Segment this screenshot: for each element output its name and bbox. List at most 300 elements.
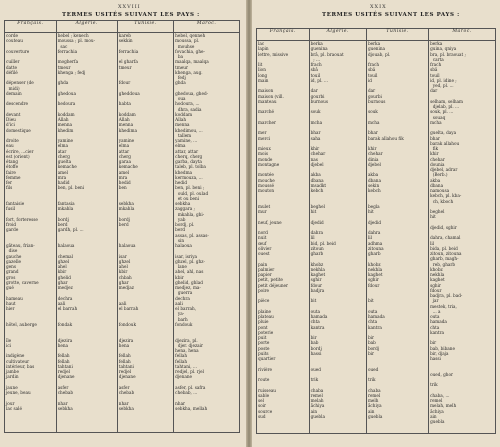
- term-entry: ferrachia: [118, 48, 139, 54]
- term-entry: kareb: [118, 33, 131, 38]
- term-entry: dahra, chamal: [430, 235, 461, 241]
- term-entry: hit: [430, 214, 436, 220]
- term-entry: ãchiya: [430, 408, 444, 414]
- term-entry: dhra, sadia: [175, 106, 202, 112]
- term-entry: zaggara ;: [175, 206, 195, 212]
- term-entry: ghzel, pl. ghz-: [175, 258, 205, 264]
- term-entry: fdour: [430, 287, 442, 293]
- term-entry: attar: [118, 148, 130, 154]
- term-entry: frach: [310, 62, 322, 67]
- term-entry: nord: [258, 230, 268, 235]
- term-entry: oued, ghor: [430, 371, 454, 377]
- term-entry: sebkha: [57, 405, 73, 411]
- term-entry: écrire, ...cier: [6, 148, 34, 154]
- term-entry: kebch: [367, 188, 381, 193]
- term-entry: fellah: [57, 358, 70, 364]
- term-entry: ould, pl. oulad: [175, 190, 209, 196]
- term-entry: djedid: [367, 219, 382, 225]
- term-entry: sebkha, mellah: [175, 405, 208, 411]
- term-entry: pluie: [258, 319, 269, 325]
- term-entry: sebkha: [118, 405, 134, 411]
- term-entry: chebab: [118, 390, 135, 395]
- term-entry: bir: [367, 335, 374, 340]
- term-entry: lane: [175, 264, 187, 269]
- term-entry: hena: [57, 342, 69, 348]
- term-entry: nuit: [258, 235, 267, 241]
- term-entry: jour: [6, 400, 15, 406]
- term-entry: trik: [310, 377, 319, 382]
- column-header-algerie: Algérie.: [309, 29, 366, 41]
- term-entry: yab: [175, 216, 186, 222]
- term-entry: chebab, ...: [175, 390, 198, 395]
- term-entry: elma: [118, 143, 130, 149]
- term-entry: source: [258, 408, 273, 414]
- term-entry: kantra: [430, 329, 444, 335]
- term-entry: mkahla: [57, 206, 74, 212]
- term-entry: tmeur: [57, 64, 71, 70]
- term-entry: cherg: [57, 153, 70, 159]
- term-entry: chehar: [430, 156, 445, 162]
- term-entry: id, pl. idine ;: [430, 77, 457, 83]
- right-page: [252, 0, 500, 447]
- term-entry: remel: [310, 392, 323, 398]
- term-entry: cuiller: [6, 59, 20, 65]
- term-entry: redjel, pl. rjel: [175, 369, 204, 374]
- term-entry: Allah: [57, 117, 69, 122]
- term-entry: halaoua: [175, 243, 192, 248]
- term-entry: menna: [118, 122, 134, 128]
- term-entry: berd: [118, 222, 129, 227]
- term-entry: saha: [310, 135, 321, 141]
- term-entry: pont: [258, 324, 268, 330]
- term-entry: dbana: [310, 177, 324, 183]
- term-entry: gué: [6, 285, 14, 290]
- term-entry: medjaz: [118, 285, 134, 290]
- term-entry: gourbi: [310, 93, 325, 99]
- term-entry: guerra: [175, 290, 193, 296]
- term-entry: ahel: [57, 264, 67, 269]
- term-entry: burnous: [310, 98, 329, 104]
- term-entry: carta: [430, 56, 444, 62]
- term-entry: asfer, pl. safra: [175, 384, 206, 390]
- term-entry: ghedoua, ghed-: [175, 90, 209, 96]
- term-entry: chaba, ...: [430, 392, 450, 398]
- term-entry: dahra: [310, 230, 323, 235]
- term-entry: burnous: [367, 98, 386, 104]
- term-entry: plaine: [258, 308, 272, 314]
- term-entry: dar: [430, 88, 438, 94]
- term-entry: datte: [6, 64, 18, 70]
- term-entry: puits: [258, 350, 269, 356]
- term-entry: zitouna: [367, 245, 384, 251]
- term-entry: khedim: [57, 127, 74, 133]
- term-entry: kantra: [310, 324, 325, 330]
- term-entry: fellah: [118, 353, 131, 359]
- term-entry: tahtani: [118, 363, 134, 369]
- term-entry: mieux: [258, 146, 271, 151]
- term-entry: tahtani, ...: [175, 363, 197, 369]
- term-entry: khedma: [175, 169, 193, 175]
- term-entry: demain: [6, 90, 22, 96]
- term-entry: mulet: [258, 203, 271, 209]
- term-entry: étoffe: [6, 164, 19, 170]
- term-entry: hassi: [430, 356, 441, 361]
- term-entry: ben, pl. beni ;: [175, 185, 205, 191]
- term-entry: fellah: [118, 358, 131, 364]
- vocabulary-table: [4, 20, 240, 433]
- term-entry: elma: [175, 143, 186, 149]
- term-entry: djenane: [57, 374, 75, 380]
- term-entry: chehar: [367, 151, 383, 157]
- term-entry: touil: [430, 72, 440, 78]
- term-entry: eau: [6, 143, 14, 149]
- term-entry: yamine: [118, 138, 135, 143]
- term-entry: barh: [175, 316, 188, 322]
- term-entry: fdour: [118, 80, 131, 86]
- term-entry: fdour: [310, 282, 323, 288]
- term-entry: chehar: [310, 151, 326, 157]
- term-entry: khedimou, ...: [175, 127, 203, 133]
- term-entry: défilé: [6, 69, 18, 75]
- term-entry: montée: [258, 172, 274, 178]
- term-entry: dechra: [175, 295, 190, 301]
- term-entry: fellah: [175, 358, 188, 364]
- term-entry: djezira: [118, 337, 134, 343]
- term-entry: akba: [310, 172, 321, 178]
- term-entry: sghir: [430, 282, 441, 288]
- term-entry: sebkha: [175, 201, 191, 206]
- term-entry: asfer: [118, 384, 130, 390]
- column-header-francais: Français.: [5, 21, 57, 33]
- term-entry: garde: [6, 227, 19, 233]
- term-entry: frach: [367, 62, 380, 67]
- term-entry: reb, gharb: [430, 261, 456, 267]
- term-entry: mois: [258, 151, 268, 157]
- term-entry: lac salé: [6, 405, 22, 411]
- term-entry: djenane: [118, 374, 136, 380]
- term-entry: cherq, cherg: [175, 153, 203, 159]
- term-entry: jaune: [6, 384, 18, 390]
- term-entry: khenga ; fedj: [57, 69, 86, 75]
- term-entry: khedima: [118, 127, 137, 133]
- term-entry: oued: [367, 366, 379, 372]
- term-entry: zitoun: [310, 245, 324, 251]
- term-entry: bit: [367, 298, 374, 304]
- term-entry: fils: [6, 185, 13, 191]
- term-entry: mouhse: [175, 43, 195, 49]
- term-entry: hier: [6, 306, 15, 311]
- term-entry: hameau: [6, 295, 23, 301]
- term-entry: isar: [118, 253, 127, 259]
- vocabulary-table: [256, 28, 496, 434]
- term-entry: Dieu: [6, 117, 16, 122]
- term-entry: bir: [310, 335, 317, 340]
- term-entry: brâ, pl. braouat: [310, 51, 344, 57]
- term-entry: mcha: [310, 119, 323, 125]
- term-entry: œuf: [258, 240, 267, 246]
- tunisie-column: [117, 33, 173, 433]
- term-entry: akba: [367, 172, 379, 178]
- algerie-column: [56, 33, 117, 433]
- term-entry: berd: [175, 227, 186, 233]
- term-entry: intérieur, bas: [6, 363, 35, 369]
- term-entry: grotte, caverne: [6, 279, 39, 285]
- term-entry: ouest: [258, 251, 270, 256]
- term-entry: frach: [430, 62, 442, 67]
- term-entry: bordj: [57, 216, 69, 222]
- term-entry: sghir: [367, 277, 379, 283]
- term-entry: ; ...: [310, 56, 320, 62]
- term-entry: bid, pl. beid: [310, 240, 336, 246]
- term-entry: bab: [310, 340, 319, 346]
- term-entry: ãchiya: [367, 403, 382, 409]
- term-entry: ghzel: [57, 258, 70, 264]
- term-entry: kebch: [310, 188, 324, 193]
- term-entry: tallem: [175, 132, 192, 138]
- term-entry: dbana: [367, 177, 381, 183]
- term-entry: kaghet: [310, 272, 326, 277]
- term-entry: ghda: [57, 80, 69, 86]
- term-entry: sebkha: [118, 201, 134, 206]
- term-entry: djedid: [310, 219, 324, 225]
- term-entry: ba: [175, 54, 184, 59]
- term-entry: gourbi: [367, 93, 382, 99]
- term-entry: melah: [310, 398, 324, 403]
- term-entry: olivier: [258, 245, 272, 251]
- term-entry: sekkin: [118, 38, 133, 44]
- term-entry: fellah: [175, 353, 188, 359]
- term-entry: midi): [6, 85, 20, 91]
- term-entry: Allah: [118, 117, 130, 122]
- term-entry: kemache: [57, 164, 77, 170]
- term-entry: bab: [367, 340, 376, 346]
- term-entry: barak allahou: [430, 140, 460, 146]
- term-entry: touil: [367, 72, 378, 78]
- term-entry: djezira, pl.: [175, 337, 198, 343]
- term-entry: sin: [175, 237, 185, 243]
- table-heading: TERMES USITÉS SUIVANT LES PAYS :: [322, 12, 460, 18]
- term-entry: couverture: [6, 48, 30, 54]
- term-entry: fondouk: [118, 321, 136, 327]
- term-entry: chbah: [118, 274, 132, 280]
- term-entry: ben: [118, 185, 127, 191]
- term-entry: melah, melh: [430, 403, 457, 409]
- term-entry: chaba: [310, 387, 324, 393]
- term-entry: mcha: [367, 119, 380, 125]
- term-entry: namousa: [430, 188, 450, 193]
- term-entry: guelta: [57, 159, 72, 164]
- term-entry: bir: [430, 340, 437, 346]
- term-entry: fik: [430, 146, 439, 151]
- term-entry: garaa: [118, 159, 131, 164]
- term-entry: gheddoua: [118, 90, 140, 96]
- term-entry: elma: [57, 143, 68, 149]
- term-entry: marcher: [258, 119, 276, 125]
- term-entry: barak allahou fik: [367, 135, 404, 141]
- term-entry: hena: [118, 342, 130, 348]
- term-entry: hedid: [118, 180, 131, 185]
- term-entry: gauche: [6, 253, 22, 259]
- term-entry: souk: [367, 109, 378, 115]
- term-entry: djouab, pl.: [367, 51, 391, 57]
- term-entry: poterie: [258, 329, 274, 335]
- term-entry: ... a: [430, 308, 441, 314]
- term-entry: étang: [6, 159, 19, 164]
- term-entry: jardin: [6, 374, 19, 380]
- term-entry: poire: [258, 287, 270, 293]
- term-entry: descendre: [6, 101, 28, 107]
- term-entry: berka: [310, 41, 323, 46]
- term-entry: ain: [430, 413, 437, 419]
- term-entry: sel: [258, 398, 264, 403]
- term-entry: ghelid, ghlad: [175, 279, 203, 285]
- term-entry: sable: [258, 392, 270, 398]
- term-entry: corde: [6, 33, 19, 38]
- term-entry: el barrah: [118, 306, 139, 311]
- term-entry: d'ici: [6, 122, 15, 128]
- term-entry: oued: [310, 366, 321, 372]
- term-entry: neuf, jeune: [258, 219, 282, 225]
- term-entry: femme: [6, 174, 21, 180]
- term-entry: fantaisie: [6, 201, 25, 206]
- term-entry: sbâ: [310, 67, 318, 73]
- column-header-maroc: Maroc.: [429, 29, 496, 41]
- term-entry: menna: [57, 122, 73, 128]
- term-entry: el barrah,: [175, 306, 197, 311]
- term-entry: plateau: [258, 314, 274, 319]
- term-entry: koddam: [57, 111, 75, 117]
- term-entry: isar, isriya: [175, 253, 198, 259]
- term-entry: beghel: [310, 203, 325, 209]
- term-entry: id, pl. ...: [310, 77, 328, 83]
- term-entry: kbir: [57, 269, 67, 275]
- term-entry: jeune, beau: [6, 390, 31, 395]
- term-entry: koddam: [118, 111, 136, 117]
- term-entry: Allah: [175, 117, 187, 122]
- term-entry: lil: [367, 235, 372, 241]
- term-entry: koddam: [175, 111, 193, 117]
- term-entry: hebel ; kenech: [57, 33, 89, 38]
- term-entry: grand: [6, 269, 19, 275]
- term-entry: djer. djezair: [175, 342, 203, 348]
- term-entry: long: [258, 72, 268, 78]
- term-entry: lil: [430, 240, 435, 246]
- term-entry: maalqa, maalqa: [175, 59, 209, 65]
- term-entry: gâteau, frian-: [6, 243, 35, 248]
- column-header-francais: Français.: [257, 29, 310, 41]
- term-entry: dépenser (de: [6, 80, 34, 86]
- term-entry: ici: [6, 342, 12, 348]
- term-entry: lit: [258, 62, 263, 67]
- term-entry: nhar: [57, 400, 68, 406]
- term-entry: faire: [6, 169, 16, 175]
- term-entry: est (orient): [6, 153, 30, 159]
- term-entry: monde: [258, 156, 273, 162]
- term-entry: djezira: [57, 337, 73, 343]
- term-entry: sekin: [367, 182, 380, 188]
- term-entry: ruisseau: [258, 387, 277, 393]
- term-entry: lil: [310, 235, 315, 241]
- term-entry: begla: [367, 203, 380, 209]
- term-entry: dounia: [430, 161, 445, 167]
- column-header-tunisie: Tunisie.: [117, 21, 173, 33]
- term-entry: berd: [57, 222, 68, 227]
- term-entry: mkahla, ghi-: [175, 211, 205, 217]
- term-entry: kemache: [118, 164, 138, 170]
- term-entry: bir, djaja: [430, 350, 449, 356]
- term-entry: pièce: [258, 298, 270, 304]
- term-entry: ghda: [175, 80, 186, 86]
- term-entry: id: [367, 77, 372, 83]
- left-page: [0, 0, 246, 447]
- term-entry: hamada: [430, 319, 447, 325]
- term-entry: gros: [6, 274, 16, 280]
- term-entry: kantra: [367, 324, 382, 330]
- term-entry: droite: [6, 138, 19, 143]
- term-entry: ben, pl. beni: [57, 185, 85, 191]
- term-entry: chta: [310, 319, 320, 325]
- term-entry: oua: [175, 96, 186, 101]
- term-entry: palmier: [258, 266, 275, 272]
- term-entry: gardh, pl. ...: [57, 227, 84, 233]
- term-entry: bordj, pl.: [175, 222, 195, 227]
- term-entry: outa: [430, 314, 440, 319]
- term-entry: chemal: [57, 253, 74, 259]
- term-entry: hadid: [57, 180, 70, 185]
- term-entry: dinia: [367, 156, 379, 162]
- term-entry: mestek, tria,: [430, 303, 457, 309]
- term-entry: cherg: [118, 153, 131, 159]
- term-entry: djebel: [367, 161, 381, 167]
- term-entry: bida, pl. beid: [430, 245, 458, 251]
- term-entry: ch, kboch: [430, 198, 454, 204]
- term-entry: couteau: [6, 38, 23, 44]
- term-entry: indigène: [6, 353, 25, 359]
- term-entry: hassi: [310, 350, 322, 356]
- term-entry: chta: [367, 319, 378, 325]
- term-entry: papier: [258, 272, 272, 277]
- term-entry: dar: [310, 88, 318, 94]
- term-entry: guebla: [310, 413, 325, 419]
- term-entry: et ou beni: [175, 195, 200, 201]
- term-entry: jambe: [6, 369, 19, 374]
- term-entry: ghzel: [118, 258, 131, 264]
- term-entry: asfer: [57, 384, 69, 390]
- term-entry: merci: [258, 135, 271, 141]
- term-entry: bordj: [118, 216, 130, 222]
- term-entry: kermouza, ...: [175, 174, 203, 180]
- term-entry: mcha: [430, 119, 442, 125]
- term-entry: maison (vill.: [258, 93, 284, 99]
- term-entry: ghelid: [57, 274, 71, 280]
- term-entry: trik: [430, 382, 438, 388]
- term-entry: melh: [367, 398, 379, 403]
- term-entry: (Berb.): [430, 172, 448, 178]
- term-entry: ahel: [118, 264, 128, 269]
- term-entry: sbâ: [367, 67, 376, 73]
- term-entry: poste: [258, 345, 270, 351]
- term-entry: pain: [258, 261, 268, 267]
- term-entry: moussé: [258, 182, 274, 188]
- term-entry: atar: [57, 148, 67, 154]
- term-entry: hodoura, ...: [175, 101, 200, 107]
- term-entry: zitoun, zitouna: [430, 251, 462, 256]
- term-entry: chta: [430, 324, 440, 330]
- term-entry: chaba: [367, 387, 381, 393]
- term-entry: marché: [258, 109, 274, 115]
- term-entry: aali: [175, 300, 183, 306]
- term-entry: route: [258, 377, 270, 382]
